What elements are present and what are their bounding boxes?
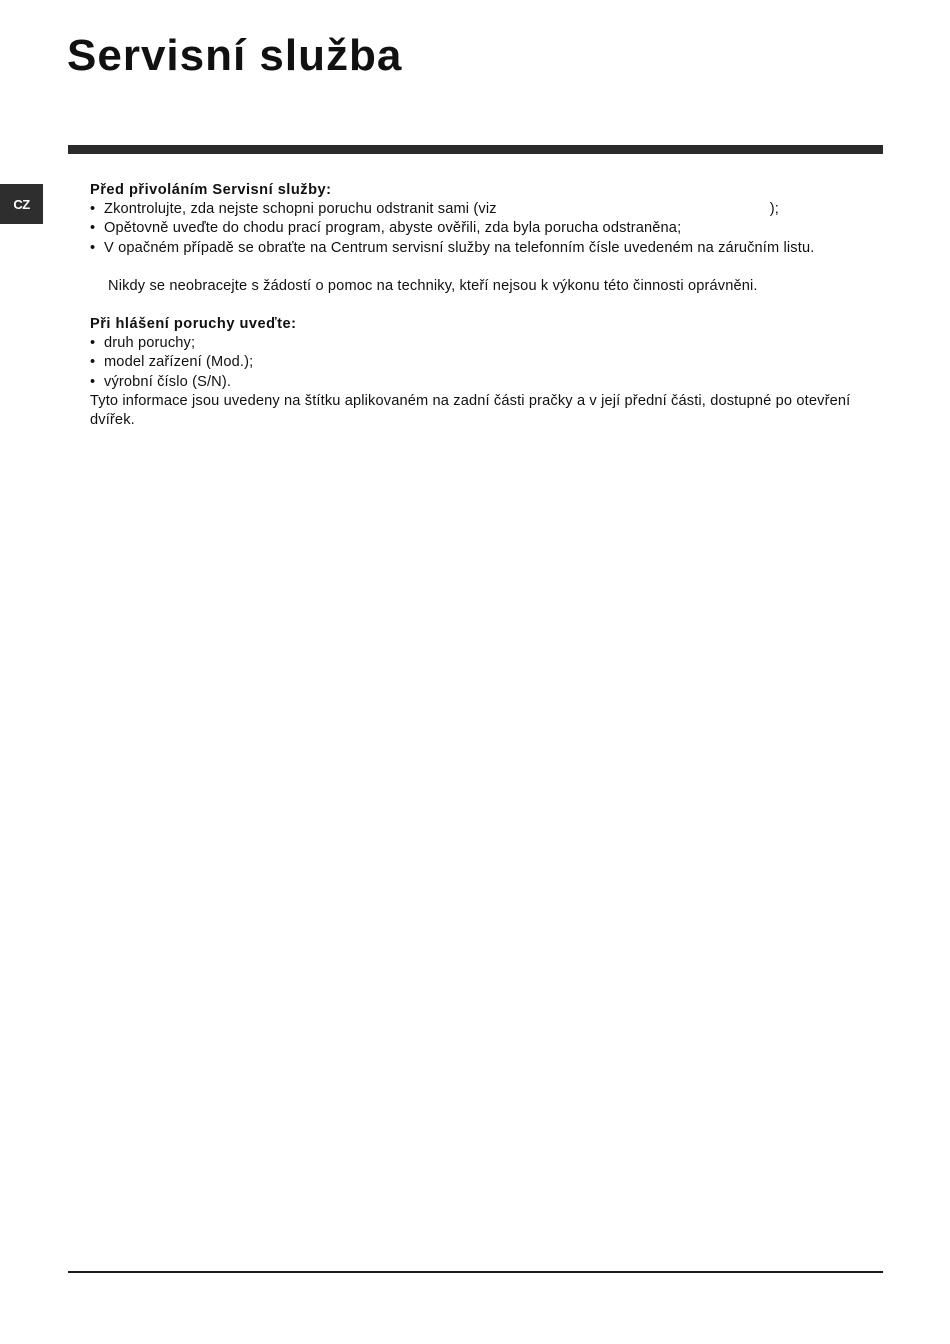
report-heading: Při hlášení poruchy uveďte:	[90, 316, 297, 333]
header-divider	[68, 145, 883, 154]
list-item: • Opětovně uveďte do chodu prací program, abyste ověřili, zda byla porucha odstraněna;	[90, 219, 890, 238]
list-item: • druh poruchy;	[90, 334, 890, 353]
before-call-list	[90, 200, 890, 258]
info-paragraph: Tyto informace jsou uvedeny na štítku aplikovaném na zadní části pračky a v její přední části, dostupné po otevření dvířek.	[90, 392, 851, 429]
before-call-heading: Před přivoláním Servisní služby:	[90, 182, 332, 198]
list-item: • výrobní číslo (S/N).	[90, 373, 890, 392]
list-item-text-end: );	[769, 201, 779, 218]
warning-note: Nikdy se neobracejte s žádostí o pomoc na techniky, kteří nejsou k výkonu této činnosti oprávněni.	[108, 277, 758, 294]
list-item-text: Zkontrolujte, zda nejste schopni poruchu odstranit sami (viz	[104, 201, 497, 218]
list-item: • model zařízení (Mod.);	[90, 353, 890, 372]
list-item: • V opačném případě se obraťte na Centrum servisní služby na telefonním čísle uvedeném na záručním listu.	[90, 239, 890, 258]
footer-divider	[68, 1271, 883, 1273]
page-title: Servisní služba	[67, 31, 403, 80]
list-item	[90, 200, 890, 219]
report-list	[90, 334, 890, 392]
language-tab: CZ	[0, 184, 43, 224]
service-section	[90, 181, 890, 430]
